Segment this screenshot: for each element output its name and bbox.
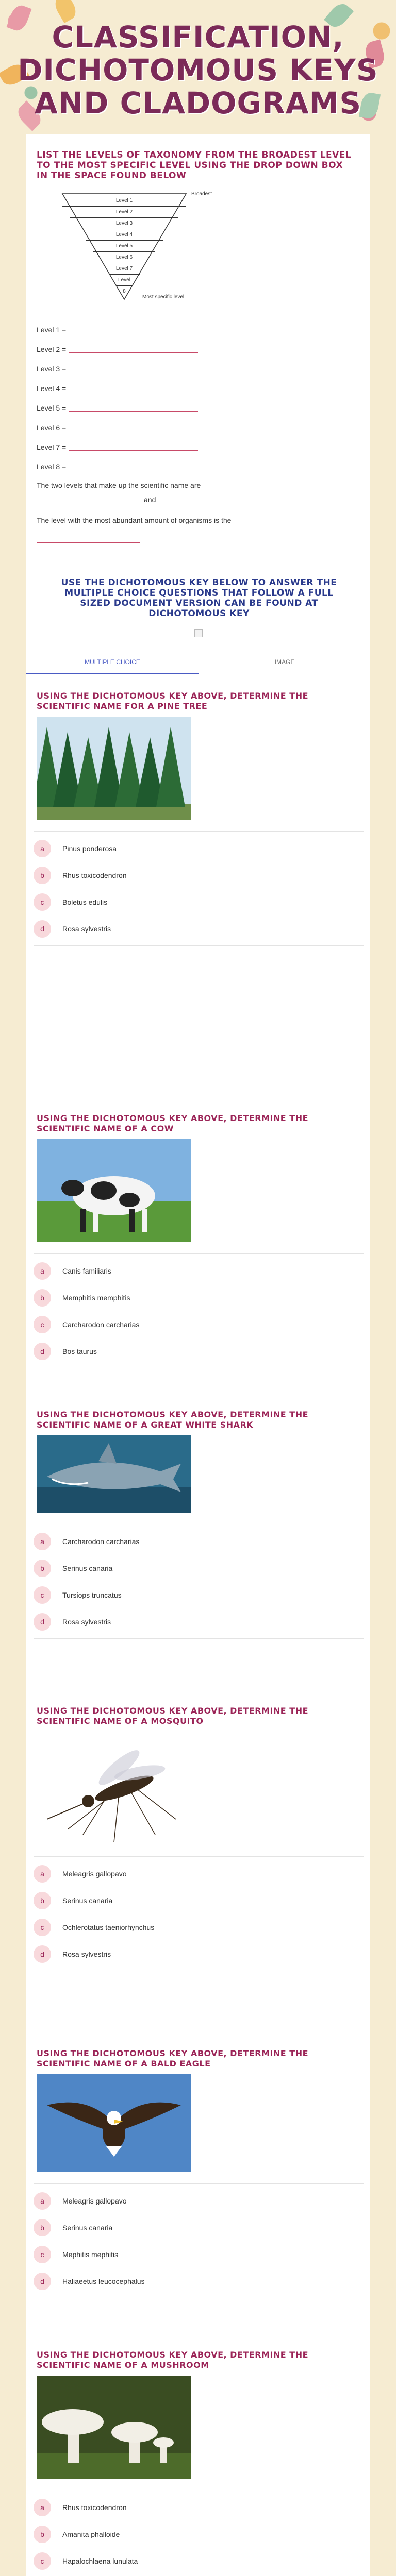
abundant-question: The level with the most abundant amount of organisms is the (37, 516, 232, 524)
option-label: Mephitis mephitis (62, 2250, 119, 2259)
answer-option[interactable] (34, 1860, 364, 1887)
level-dropdown[interactable] (69, 424, 198, 431)
option-letter-badge: b (34, 2219, 51, 2236)
answer-option[interactable] (34, 2241, 364, 2268)
title-line-3: AND CLADOGRAMS (34, 86, 362, 121)
title-line-2: DICHOTOMOUS KEYS (18, 53, 378, 88)
option-letter-badge: a (34, 2499, 51, 2516)
broken-image-icon (194, 629, 203, 637)
scientific-name-blanks (37, 495, 346, 504)
option-letter-badge: c (34, 2552, 51, 2570)
divider (34, 2183, 364, 2184)
option-letter-badge: d (34, 920, 51, 938)
pyramid-level-label: Level 1 (62, 195, 186, 207)
pyramid-level-label: Level 8 (117, 275, 132, 286)
level-dropdown[interactable] (69, 326, 198, 333)
level-label: Level 2 = (37, 345, 67, 353)
question-title: USING THE DICHOTOMOUS KEY ABOVE, DETERMINE THE SCIENTIFIC NAME OF A GREAT WHITE SHARK (37, 1410, 309, 1430)
level-dropdown[interactable] (69, 404, 198, 412)
level-row (37, 418, 346, 437)
option-label: Haliaeetus leucocephalus (62, 2277, 145, 2285)
level-dropdown[interactable] (69, 365, 198, 372)
option-label: Amanita phalloide (62, 2530, 120, 2538)
option-label: Bos taurus (62, 1347, 97, 1355)
level-label: Level 5 = (37, 404, 67, 412)
option-letter-badge: a (34, 2192, 51, 2210)
answer-option[interactable] (34, 916, 364, 942)
option-label: Hapalochlaena lunulata (62, 2557, 138, 2565)
option-label: Carcharodon carcharias (62, 1320, 140, 1329)
pyramid-level-label: Level 7 (109, 263, 140, 275)
answer-option[interactable] (34, 1582, 364, 1608)
question-image-shark (37, 1435, 191, 1513)
level-row (37, 340, 346, 359)
tab-bar (26, 650, 371, 674)
title-line-1: CLASSIFICATION, (52, 20, 344, 55)
level-row (37, 379, 346, 398)
pyramid-level-label: Level 3 (78, 218, 171, 229)
answer-option[interactable] (34, 2548, 364, 2574)
question-title: USING THE DICHOTOMOUS KEY ABOVE, DETERMINE THE SCIENTIFIC NAME OF A MOSQUITO (37, 1706, 309, 1726)
taxonomy-pyramid (57, 191, 222, 304)
pyramid-level-label: Level 6 (101, 252, 147, 263)
divider (34, 831, 364, 832)
level-row (37, 359, 346, 379)
intro-instruction: LIST THE LEVELS OF TAXONOMY FROM THE BROADEST LEVEL TO THE MOST SPECIFIC LEVEL USING THE DROP DOWN BOX IN THE SPACE FOUND BELOW (37, 150, 352, 181)
option-letter-badge: d (34, 1945, 51, 1963)
and-text: and (144, 496, 156, 504)
question-image-mushroom (37, 2376, 191, 2479)
option-label: Boletus edulis (62, 898, 108, 906)
page-title (0, 21, 396, 120)
option-label: Ochlerotatus taeniorhynchus (62, 1923, 155, 1931)
divider (34, 1856, 364, 1857)
level-label: Level 7 = (37, 443, 67, 451)
answer-option[interactable] (34, 1941, 364, 1968)
question-title: USING THE DICHOTOMOUS KEY ABOVE, DETERMINE THE SCIENTIFIC NAME OF A MUSHROOM (37, 2350, 309, 2370)
answer-blank[interactable] (37, 535, 140, 543)
pyramid-bottom-label: Most specific level (142, 294, 185, 300)
level-list (37, 320, 346, 477)
question-image-mosquito (37, 1732, 191, 1845)
tab-image[interactable]: IMAGE (274, 658, 295, 666)
level-row (37, 457, 346, 477)
option-label: Rhus toxicodendron (62, 871, 127, 879)
option-label: Meleagris gallopavo (62, 2197, 127, 2205)
tab-multiple-choice[interactable]: MULTIPLE CHOICE (26, 650, 199, 674)
option-label: Serinus canaria (62, 1896, 113, 1905)
answer-option[interactable] (34, 2268, 364, 2295)
option-label: Rhus toxicodendron (62, 2503, 127, 2512)
pyramid-level-label: Level 5 (93, 241, 155, 252)
answer-option[interactable] (34, 862, 364, 889)
option-letter-badge: a (34, 840, 51, 857)
answer-option[interactable] (34, 1258, 364, 1284)
worksheet-card (26, 134, 370, 2576)
question-title: USING THE DICHOTOMOUS KEY ABOVE, DETERMINE THE SCIENTIFIC NAME OF A BALD EAGLE (37, 2048, 309, 2069)
level-label: Level 8 = (37, 463, 67, 471)
pyramid-level-label: Level 4 (86, 229, 163, 241)
option-letter-badge: c (34, 2246, 51, 2263)
answer-option[interactable] (34, 1284, 364, 1311)
question-image-pine-trees (37, 717, 191, 820)
divider (34, 1253, 364, 1254)
option-letter-badge: d (34, 1613, 51, 1631)
option-label: Carcharodon carcharias (62, 1537, 140, 1546)
option-label: Pinus ponderosa (62, 844, 117, 853)
level-dropdown[interactable] (69, 463, 198, 470)
answer-blank[interactable] (37, 496, 140, 503)
answer-option[interactable] (34, 1338, 364, 1365)
level-row (37, 398, 346, 418)
option-letter-badge: a (34, 1533, 51, 1550)
answer-option[interactable] (34, 2521, 364, 2548)
option-letter-badge: d (34, 1343, 51, 1360)
answer-option[interactable] (34, 1914, 364, 1941)
pyramid-level-label: Level 2 (70, 207, 178, 218)
pyramid-top-label: Broadest (191, 191, 212, 197)
level-label: Level 4 = (37, 384, 67, 393)
level-label: Level 3 = (37, 365, 67, 373)
option-letter-badge: c (34, 1316, 51, 1333)
option-letter-badge: c (34, 1919, 51, 1936)
option-label: Memphitis memphitis (62, 1294, 130, 1302)
option-label: Serinus canaria (62, 1564, 113, 1572)
answer-option[interactable] (34, 2494, 364, 2521)
option-letter-badge: d (34, 2273, 51, 2290)
answer-option[interactable] (34, 835, 364, 862)
level-dropdown[interactable] (69, 385, 198, 392)
level-row (37, 320, 346, 340)
divider (34, 1638, 364, 1639)
scientific-name-question (37, 481, 346, 490)
divider (34, 945, 364, 946)
answer-option[interactable] (34, 1608, 364, 1635)
option-label: Tursiops truncatus (62, 1591, 122, 1599)
level-row (37, 437, 346, 457)
level-dropdown[interactable] (69, 444, 198, 451)
option-label: Canis familiaris (62, 1267, 111, 1275)
option-label: Serinus canaria (62, 2224, 113, 2232)
option-letter-badge: b (34, 1289, 51, 1307)
answer-option[interactable] (34, 1311, 364, 1338)
key-instruction: USE THE DICHOTOMOUS KEY BELOW TO ANSWER THE MULTIPLE CHOICE QUESTIONS THAT FOLLOW A FULL SIZED DOCUMENT VERSION CAN BE FOUND AT DICHOTOMOUS KEY (61, 578, 337, 619)
question-title: USING THE DICHOTOMOUS KEY ABOVE, DETERMINE THE SCIENTIFIC NAME OF A COW (37, 1113, 309, 1133)
answer-option[interactable] (34, 889, 364, 916)
option-letter-badge: b (34, 867, 51, 884)
level-dropdown[interactable] (69, 346, 198, 353)
option-letter-badge: a (34, 1865, 51, 1883)
level-label: Level 1 = (37, 326, 67, 334)
header-banner (0, 0, 396, 135)
option-label: Rosa sylvestris (62, 1950, 111, 1958)
answer-option[interactable] (34, 1555, 364, 1582)
scientific-name-prefix: The two levels that make up the scientific name are (37, 481, 201, 489)
option-label: Rosa sylvestris (62, 925, 111, 933)
answer-blank[interactable] (160, 496, 263, 503)
option-letter-badge: c (34, 893, 51, 911)
option-letter-badge: b (34, 1892, 51, 1909)
answer-option[interactable] (34, 1528, 364, 1555)
option-label: Rosa sylvestris (62, 1618, 111, 1626)
option-letter-badge: b (34, 2526, 51, 2543)
option-label: Meleagris gallopavo (62, 1870, 127, 1878)
answer-option[interactable] (34, 2214, 364, 2241)
answer-option[interactable] (34, 1887, 364, 1914)
option-letter-badge: c (34, 1586, 51, 1604)
question-image-eagle (37, 2074, 191, 2172)
answer-option[interactable] (34, 2188, 364, 2214)
question-image-cow (37, 1139, 191, 1242)
question-title: USING THE DICHOTOMOUS KEY ABOVE, DETERMINE THE SCIENTIFIC NAME FOR A PINE TREE (37, 691, 309, 711)
level-label: Level 6 = (37, 423, 67, 432)
option-letter-badge: b (34, 1560, 51, 1577)
option-letter-badge: a (34, 1262, 51, 1280)
